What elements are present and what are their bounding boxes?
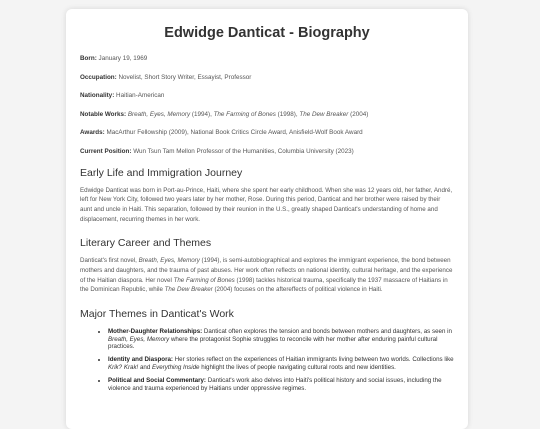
born-value: January 19, 1969 — [98, 55, 148, 62]
theme-text: where the protagonist Sophie struggles to reconcile with her mother after enduring painful cultural practices. — [108, 335, 438, 350]
career-work-title: The Farming of Bones — [173, 276, 235, 284]
career-text: (2004) focuses on the aftereffects of political violence in Haiti. — [212, 286, 383, 294]
work-title: The Dew Breaker — [299, 110, 349, 118]
career-text: (1994), is semi-autobiographical and explores the immigrant experience, the bond between mothers and daughters, and the trauma of past abuses. Her work often reflects on national identity, cultural heritage, and the experience of the Haitian diaspora. Her novel — [80, 257, 453, 284]
career-text: (1998) tackles historical trauma, specifically the 1937 massacre of Haitians in the Dominican Republic, while — [80, 276, 448, 294]
occupation-label: Occupation: — [80, 73, 117, 81]
career-work-title: Breath, Eyes, Memory — [138, 257, 200, 265]
position-value: Wun Tsun Tam Mellon Professor of the Humanities, Columbia University (2023) — [133, 147, 354, 155]
career-heading: Literary Career and Themes — [80, 237, 212, 250]
theme-text: highlight the lives of people navigating cultural roots and new identities. — [199, 363, 396, 371]
notable-works-label: Notable Works: — [80, 110, 127, 118]
early-life-paragraph: Edwidge Danticat was born in Port-au-Prince, Haiti, where she spent her early childhood. When she was 12 years old, her father, André, left for New York City, followed two years later by her mother, Rose. During this period, Danticat and her brother were raised by their aunt and uncle in Haiti. This separation, followed by their reunion in the U.S., greatly shaped Danticat's understanding of home and displacement, recurring themes in her work. — [80, 186, 453, 223]
theme-text: and — [138, 363, 153, 371]
theme-label: Mother-Daughter Relationships: — [108, 328, 203, 336]
awards-info — [80, 129, 454, 137]
list-item — [108, 377, 454, 392]
career-text: Danticat's first novel, — [80, 257, 139, 265]
work-year: (1994), — [190, 110, 214, 118]
theme-text: Her stories reflect on the experiences of Haitian immigrants living between two worlds. Collections like — [172, 356, 454, 364]
nationality-label: Nationality: — [80, 92, 115, 100]
theme-work-title: Everything Inside — [152, 363, 200, 371]
nationality-value: Haitian-American — [116, 92, 165, 100]
theme-text: Danticat's work also delves into Haiti's political history and social issues, including the violence and trauma experienced by Haitians under oppressive regimes. — [108, 377, 442, 392]
theme-work-title: Breath, Eyes, Memory — [108, 335, 170, 343]
born-info — [80, 55, 454, 63]
theme-label: Identity and Diaspora: — [108, 356, 173, 364]
work-year: (1998), — [275, 110, 300, 118]
position-label: Current Position: — [80, 147, 132, 155]
born-label: Born: — [80, 55, 97, 62]
notable-works-info — [80, 111, 454, 119]
early-life-heading: Early Life and Immigration Journey — [80, 166, 243, 179]
themes-list — [80, 328, 454, 392]
page-title: Edwidge Danticat - Biography — [164, 25, 370, 41]
awards-label: Awards: — [80, 129, 105, 137]
work-title: Breath, Eyes, Memory — [127, 110, 191, 118]
biography-card — [66, 9, 468, 429]
theme-label: Political and Social Commentary: — [108, 377, 206, 385]
nationality-info — [80, 92, 454, 100]
awards-value: MacArthur Fellowship (2009), National Book Critics Circle Award, Anisfield-Wolf Book Award — [106, 129, 363, 137]
list-item — [108, 328, 454, 350]
theme-text: Danticat often explores the tension and bonds between mothers and daughters, as seen in — [202, 328, 452, 336]
themes-heading: Major Themes in Danticat's Work — [80, 308, 234, 321]
career-paragraph — [80, 256, 454, 295]
position-info — [80, 148, 454, 156]
occupation-value: Novelist, Short Story Writer, Essayist, Professor — [118, 73, 252, 81]
occupation-info — [80, 74, 454, 82]
work-title: The Farming of Bones — [213, 110, 276, 118]
work-year: (2004) — [348, 110, 369, 118]
list-item — [108, 356, 454, 371]
career-work-title: The Dew Breaker — [164, 286, 213, 294]
theme-work-title: Krik? Krak! — [108, 363, 139, 371]
